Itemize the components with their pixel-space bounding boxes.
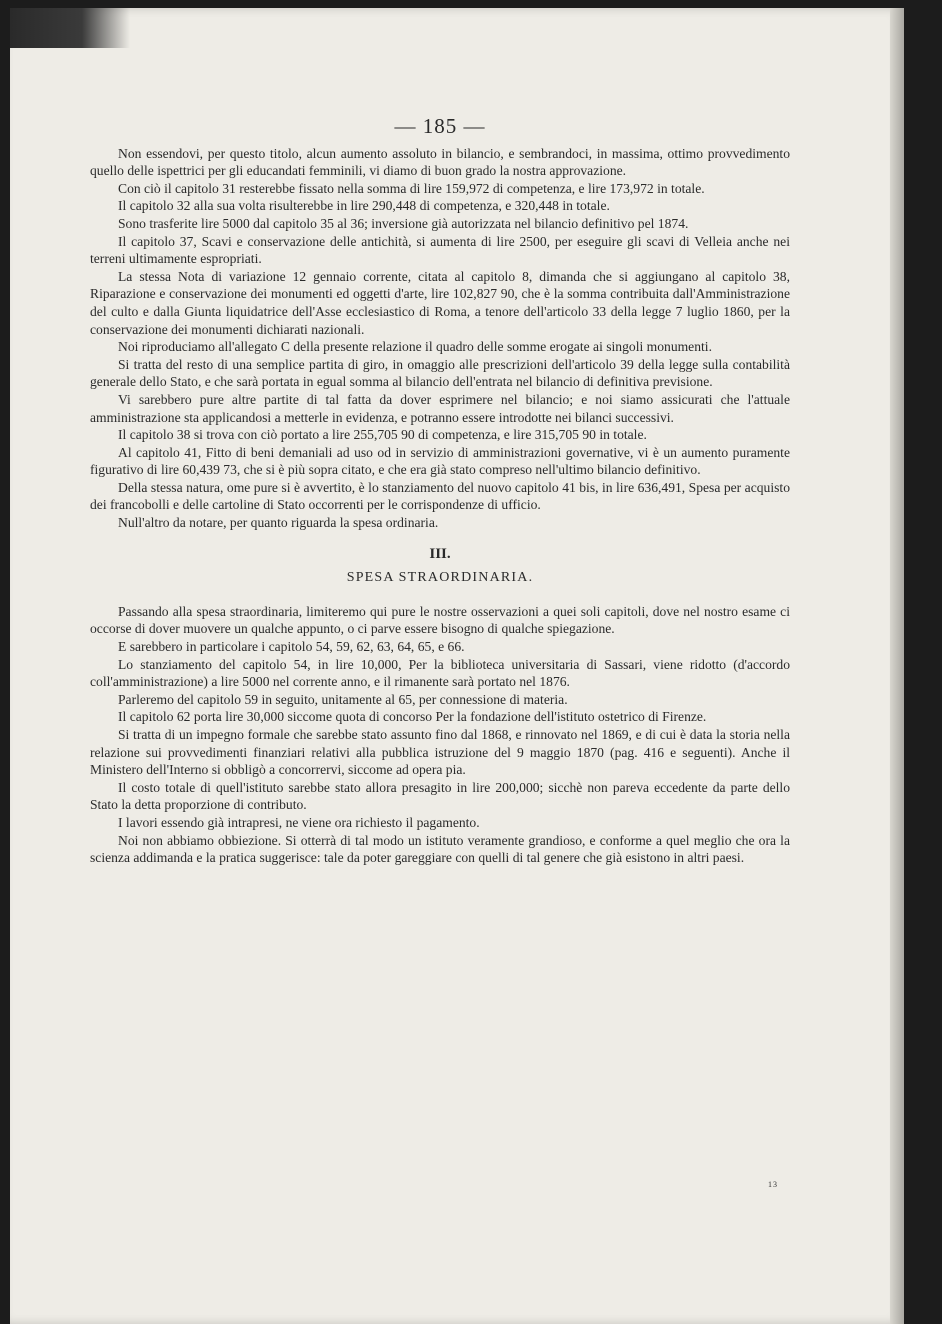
paragraph: Il capitolo 38 si trova con ciò portato a lire 255,705 90 di competenza, e lire 315,705 90 in totale. (118, 427, 647, 443)
paragraph: Lo stanziamento del capitolo 54, in lire 10,000, Per la biblioteca universitaria di Sassari, viene ridotto (d'accordo coll'amministrazione) a lire 5000 nel corrente anno, e il rimanente sarà portato nel 1876. (90, 656, 790, 690)
paragraph: Si tratta di un impegno formale che sarebbe stato assunto fino dal 1868, e rinnovato nel 1869, e di cui è data la storia nella relazione sui provvedimenti finanziari relativi alla pubblica istruzione del 9 maggio 1870 (pag. 416 e seguenti). Anche il Ministero dell'Interno si obbligò a concorrervi, siccome ad opera pia. (90, 727, 790, 778)
paragraph: Il capitolo 32 alla sua volta risulterebbe in lire 290,448 di competenza, e 320,448 in totale. (118, 198, 610, 214)
paragraph: Il costo totale di quell'istituto sarebbe stato allora presagito in lire 200,000; sicchè non pareva eccedente da parte dello Stato la detta proporzione di contributo. (90, 779, 790, 813)
document-page (10, 8, 904, 1324)
paragraph: Noi riproduciamo all'allegato C della presente relazione il quadro delle somme erogate ai singoli monumenti. (118, 339, 712, 355)
page-edge (890, 8, 904, 1324)
paragraph: La stessa Nota di variazione 12 gennaio corrente, citata al capitolo 8, dimanda che si aggiungano al capitolo 38, Riparazione e conservazione dei monumenti ed oggetti d'arte, lire 102,827 90, che è la somma contribuita dall'Amministrazione del culto e dalla Giunta liquidatrice dell'Asse ecclesiastico di Roma, a tenore dell'articolo 33 della legge 7 luglio 1860, per la conservazione dei monumenti dichiarati nazionali. (90, 268, 790, 337)
paragraph: Della stessa natura, ome pure si è avvertito, è lo stanziamento del nuovo capitolo 41 bis, in lire 636,491, Spesa per acquisto dei francobolli e delle cartoline di Stato occorrenti per le corrispondenze di ufficio. (90, 479, 790, 513)
page-spine-shadow (10, 8, 130, 48)
paragraph: Il capitolo 62 porta lire 30,000 siccome quota di concorso Per la fondazione dell'istituto ostetrico di Firenze. (118, 709, 707, 725)
paragraph: Sono trasferite lire 5000 dal capitolo 35 al 36; inversione già autorizzata nel bilancio definitivo pel 1874. (118, 215, 689, 231)
signature-mark: 13 (768, 1180, 778, 1189)
paragraph: Null'altro da notare, per quanto riguarda la spesa ordinaria. (118, 515, 439, 531)
paragraph: Si tratta del resto di una semplice partita di giro, in omaggio alle prescrizioni dell'articolo 39 della legge sulla contabilità generale dello Stato, e che sarà portata in egual somma al bilancio dell'entrata nel bilancio di definitiva previsione. (90, 356, 790, 390)
page-content (90, 114, 790, 867)
paragraph: E sarebbero in particolare i capitolo 54, 59, 62, 63, 64, 65, e 66. (118, 639, 465, 655)
paragraph: Vi sarebbero pure altre partite di tal fatta da dover esprimere nel bilancio; e noi siamo assicurati che l'attuale amministrazione sta applicandosi a metterle in evidenza, e potranno essere introdotte nei bilanci successivi. (90, 391, 790, 425)
paragraph: Con ciò il capitolo 31 resterebbe fissato nella somma di lire 159,972 di competenza, e lire 173,972 in totale. (118, 180, 705, 196)
paragraph: Al capitolo 41, Fitto di beni demaniali ad uso od in servizio di amministrazioni governative, vi è un aumento puramente figurativo di lire 60,439 73, che si è più sopra citato, e che era già stato compreso nell'ultimo bilancio definitivo. (90, 444, 790, 478)
paragraph: Non essendovi, per questo titolo, alcun aumento assoluto in bilancio, e sembrandoci, in massima, ottimo provvedimento quello delle ispettrici per gli educandati femminili, vi diamo di buon grado la nostra approvazione. (90, 145, 790, 179)
paragraph: I lavori essendo già intrapresi, ne viene ora richiesto il pagamento. (118, 814, 480, 830)
section-number: III. (429, 545, 451, 562)
paragraph: Il capitolo 37, Scavi e conservazione delle antichità, si aumenta di lire 2500, per eseguire gli scavi di Velleia anche nei terreni ultimamente espropriati. (90, 233, 790, 267)
paragraph: Noi non abbiamo obbiezione. Si otterrà di tal modo un istituto veramente grandioso, e conforme a quel meglio che ora la scienza addimanda e la pratica suggerisce: tale da poter gareggiare con quelli di tal genere che già esistono in altri paesi. (90, 832, 790, 866)
section-heading: SPESA STRAORDINARIA. (346, 570, 534, 586)
paragraph: Passando alla spesa straordinaria, limiteremo qui pure le nostre osservazioni a quei soli capitoli, dove nel nostro esame ci occorse di dover muovere un qualche appunto, o ci parve essere bisogno di qualche spiegazione. (90, 603, 790, 637)
page-number: — 185 — (394, 114, 486, 138)
paragraph: Parleremo del capitolo 59 in seguito, unitamente al 65, per connessione di materia. (118, 691, 568, 707)
